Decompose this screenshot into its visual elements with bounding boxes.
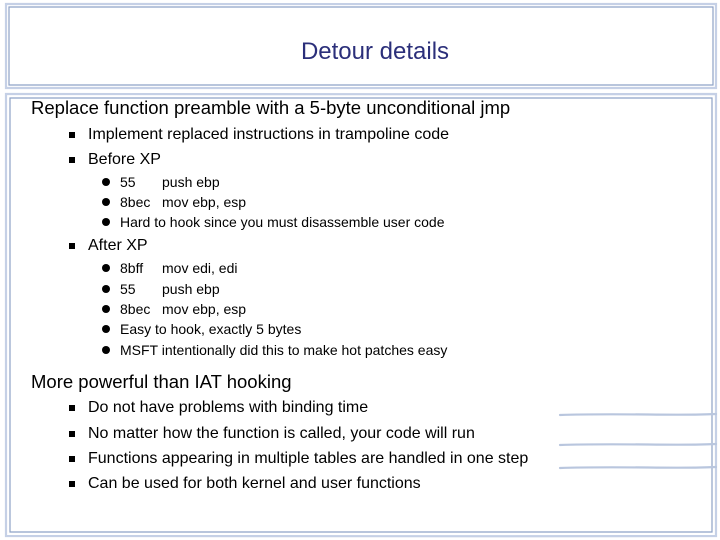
sub-list-item [120, 260, 237, 276]
square-bullet-icon [69, 157, 75, 163]
list-item [88, 237, 148, 255]
square-bullet-icon [69, 431, 75, 437]
list-item-text: Do not have problems with binding time [88, 399, 369, 416]
list-item-text: Functions appearing in multiple tables are handled in one step [88, 450, 529, 467]
sub-list-item [120, 174, 220, 190]
sub-list-item [120, 321, 301, 337]
sub-list-item-text: Hard to hook since you must disassemble user code [120, 214, 445, 230]
sub-list-item [120, 194, 246, 210]
list-item [88, 450, 528, 468]
sub-list-item-text: Easy to hook, exactly 5 bytes [120, 321, 302, 337]
opcode: 55 [120, 281, 136, 297]
round-bullet-icon [102, 218, 110, 226]
instruction: push ebp [162, 174, 220, 190]
instruction: push ebp [162, 281, 220, 297]
list-item [88, 126, 449, 144]
round-bullet-icon [102, 198, 110, 206]
round-bullet-icon [102, 264, 110, 272]
opcode: 8bec [120, 301, 151, 317]
opcode: 55 [120, 174, 136, 190]
section-heading: More powerful than IAT hooking [31, 371, 292, 392]
sub-list-item-text: MSFT intentionally did this to make hot patches easy [120, 342, 448, 358]
list-item [88, 425, 475, 443]
round-bullet-icon [102, 346, 110, 354]
square-bullet-icon [69, 481, 75, 487]
sub-list-item [120, 281, 220, 297]
list-item-text: No matter how the function is called, your code will run [88, 425, 475, 442]
list-item [88, 399, 368, 417]
opcode: 8bec [120, 194, 151, 210]
square-bullet-icon [69, 243, 75, 249]
sub-list-item [120, 342, 447, 358]
list-item-text: After XP [88, 237, 148, 254]
list-item [88, 475, 421, 493]
opcode: 8bff [120, 260, 144, 276]
list-item-text: Can be used for both kernel and user functions [88, 475, 421, 492]
sub-list-item [120, 214, 445, 230]
list-item [88, 151, 161, 169]
slide-title: Detour details [300, 38, 450, 65]
round-bullet-icon [102, 178, 110, 186]
square-bullet-icon [69, 405, 75, 411]
instruction: mov ebp, esp [162, 194, 247, 210]
instruction: mov ebp, esp [162, 301, 247, 317]
section-heading: Replace function preamble with a 5-byte unconditional jmp [31, 97, 511, 118]
round-bullet-icon [102, 305, 110, 313]
square-bullet-icon [69, 132, 75, 138]
round-bullet-icon [102, 285, 110, 293]
sub-list-item [120, 301, 246, 317]
square-bullet-icon [69, 456, 75, 462]
list-item-text: Implement replaced instructions in trampoline code [88, 126, 450, 143]
round-bullet-icon [102, 325, 110, 333]
instruction: mov edi, edi [162, 260, 238, 276]
list-item-text: Before XP [88, 151, 161, 168]
